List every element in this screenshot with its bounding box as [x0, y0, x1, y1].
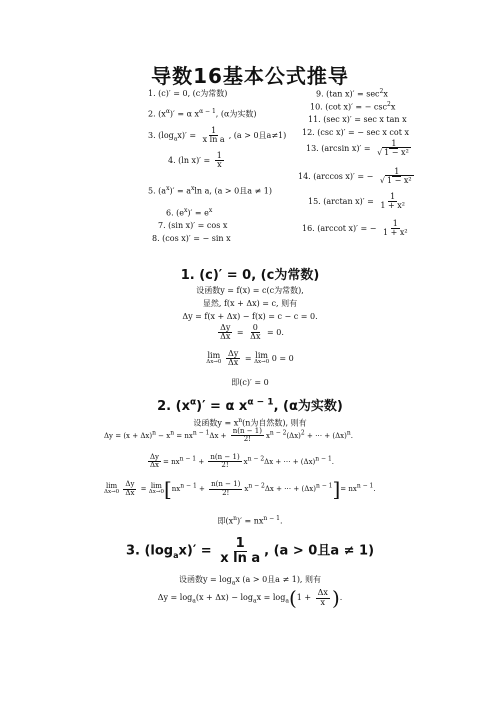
- section-1-line-2: 显然, f(x + Δx) = c, 则有: [202, 299, 298, 308]
- limit: lim Δx→0: [254, 350, 270, 366]
- limit: lim Δx→0: [104, 481, 120, 495]
- fraction: $\frac{1}{\text{x ln a}}$: [220, 536, 261, 566]
- fraction: $\frac{1}{\text{1 + x²}}$: [383, 219, 408, 238]
- left-bracket: [: [163, 477, 172, 501]
- formula-4: 4. (ln x)′ = $\frac{1}{x}$: [168, 151, 222, 170]
- section-1-heading: 1. (c)′ = 0, (c为常数): [180, 268, 320, 283]
- fraction: $\frac{n(n - 1)}{2!}$: [232, 427, 262, 444]
- section-1-line-3: Δy = f(x + Δx) − f(x) = c − c = 0.: [182, 312, 318, 321]
- formula-8: 8. (cos x)′ = − sin x: [152, 234, 231, 243]
- right-paren: ): [331, 586, 340, 610]
- fraction: $\frac{\Delta y}{\Delta x}$: [227, 349, 239, 368]
- formula-7: 7. (sin x)′ = cos x: [158, 221, 228, 230]
- formula-3: 3. $(\log_ax)'$ = $\frac{1}{\text{x ln a}}$ , (a > 0且a≠1): [148, 126, 287, 145]
- formula-5: 5. $(a^x)' = a^x\ln$ a, (a > 0且a ≠ 1): [148, 185, 273, 196]
- formula-12: 12. (csc x)′ = − sec x cot x: [302, 128, 409, 137]
- limit: lim Δx→0: [148, 481, 164, 495]
- fraction: $\frac{\Delta x}{x}$: [317, 588, 328, 607]
- fraction: $\frac{1}{\text{x ln a}}$: [202, 126, 225, 145]
- section-2-line-3: $\frac{\Delta y}{\Delta x}$ = nxn − 1 + $\frac{n(n - 1)}{2!}$ xn − 2Δx + ⋯ + (Δx)n − 1.: [150, 453, 335, 470]
- formula-15: 15. (arctan x)′ = $\frac{1}{\text{1 + x²}}$: [308, 192, 405, 211]
- formula-2: 2. $(x^\alpha)' = \alpha$ $x^{\alpha - 1}$, (α为实数): [148, 108, 257, 119]
- section-2-line-1: 设函数$y = x^n(n$为自然数), 则有: [193, 417, 307, 428]
- section-2-heading: 2. $(x^\alpha)' = \alpha$ $x^{\alpha - 1}$, (α为实数): [157, 397, 343, 414]
- fraction: $\frac{1}{\text{√ 1 − x²}}$: [377, 139, 409, 158]
- fraction: $\frac{n(n - 1)}{2!}$: [210, 453, 240, 470]
- limit: lim Δx→0: [206, 350, 222, 366]
- fraction: $\frac{\Delta y}{\Delta x}$: [220, 323, 231, 342]
- formula-6: 6. $(e^x)' = e^x$: [166, 207, 213, 218]
- fraction: $\frac{1}{x}$: [216, 151, 222, 170]
- fraction: $\frac{\Delta y}{\Delta x}$: [150, 453, 160, 470]
- section-1-line-5: lim Δx→0 $\frac{\Delta y}{\Delta x}$ = lim Δx→0 0 = 0: [206, 349, 294, 368]
- page-title: 导数16基本公式推导: [151, 64, 349, 88]
- formula-13: 13. (arcsin x)′ = $\frac{1}{\text{√ 1 − x²}}$: [306, 140, 415, 158]
- section-1-line-4: $\frac{\Delta y}{\Delta x}$ = $\frac{0}{\Delta x}$ = 0.: [220, 323, 284, 342]
- section-1-line-1: 设函数y = f(x) = c(c为常数),: [196, 286, 304, 295]
- fraction: $\frac{1}{\text{1 + x²}}$: [380, 192, 405, 211]
- section-1-line-6: 即(c)′ = 0: [231, 378, 269, 387]
- section-3-line-1: 设函数$y = \log_ax$ (a > 0且a ≠ 1), 则有: [178, 575, 322, 587]
- section-3-line-2: $\Delta y = \log_a(x + \Delta x) - \log_ax = \log_a(1$ + $\frac{\Delta x}{x}$ ).: [157, 586, 343, 610]
- section-2-line-2: Δy = (x + Δx)n − xn = nxn − 1Δx + $\frac{n(n - 1)}{2!}$ xn − 2(Δx)2 + ⋯ + (Δx)n.: [104, 427, 353, 444]
- formula-1: 1. (c)′ = 0, (c为常数): [148, 89, 228, 98]
- right-bracket: ]: [332, 477, 341, 501]
- fraction: $\frac{\Delta y}{\Delta x}$: [125, 480, 135, 497]
- fraction: $\frac{n(n - 1)}{2!}$: [211, 480, 241, 497]
- section-3-heading: 3. $(\log_ax)'$ = $\frac{1}{\text{x ln a}}$ , (a > 0且a ≠ 1): [125, 536, 375, 566]
- section-2-line-5: 即$(x^n)' = nx^{n - 1}$.: [217, 515, 283, 526]
- fraction: $\frac{0}{\Delta x}$: [250, 323, 261, 342]
- formula-16: 16. (arccot x)′ = − $\frac{1}{\text{1 + x²}}$: [302, 219, 408, 238]
- formula-14: 14. (arccos x)′ = − $\frac{1}{\text{√ 1 − x²}}$: [298, 168, 418, 186]
- section-2-line-4: lim Δx→0 $\frac{\Delta y}{\Delta x}$ = lim Δx→0 [nxn − 1 + $\frac{n(n - 1)}{2!}$ xn − 2Δx + ⋯ + (Δx)n − 1]= nxn − 1.: [104, 477, 376, 501]
- fraction: $\frac{1}{\text{√ 1 − x²}}$: [379, 167, 412, 186]
- formula-11: 11. (sec x)′ = sec x tan x: [308, 115, 407, 124]
- formula-10: 10. (cot x)′ = − $\csc^2x$: [310, 101, 396, 112]
- left-paren: (: [288, 586, 297, 610]
- formula-9: 9. (tan $x)' = \sec^2x$: [316, 88, 388, 99]
